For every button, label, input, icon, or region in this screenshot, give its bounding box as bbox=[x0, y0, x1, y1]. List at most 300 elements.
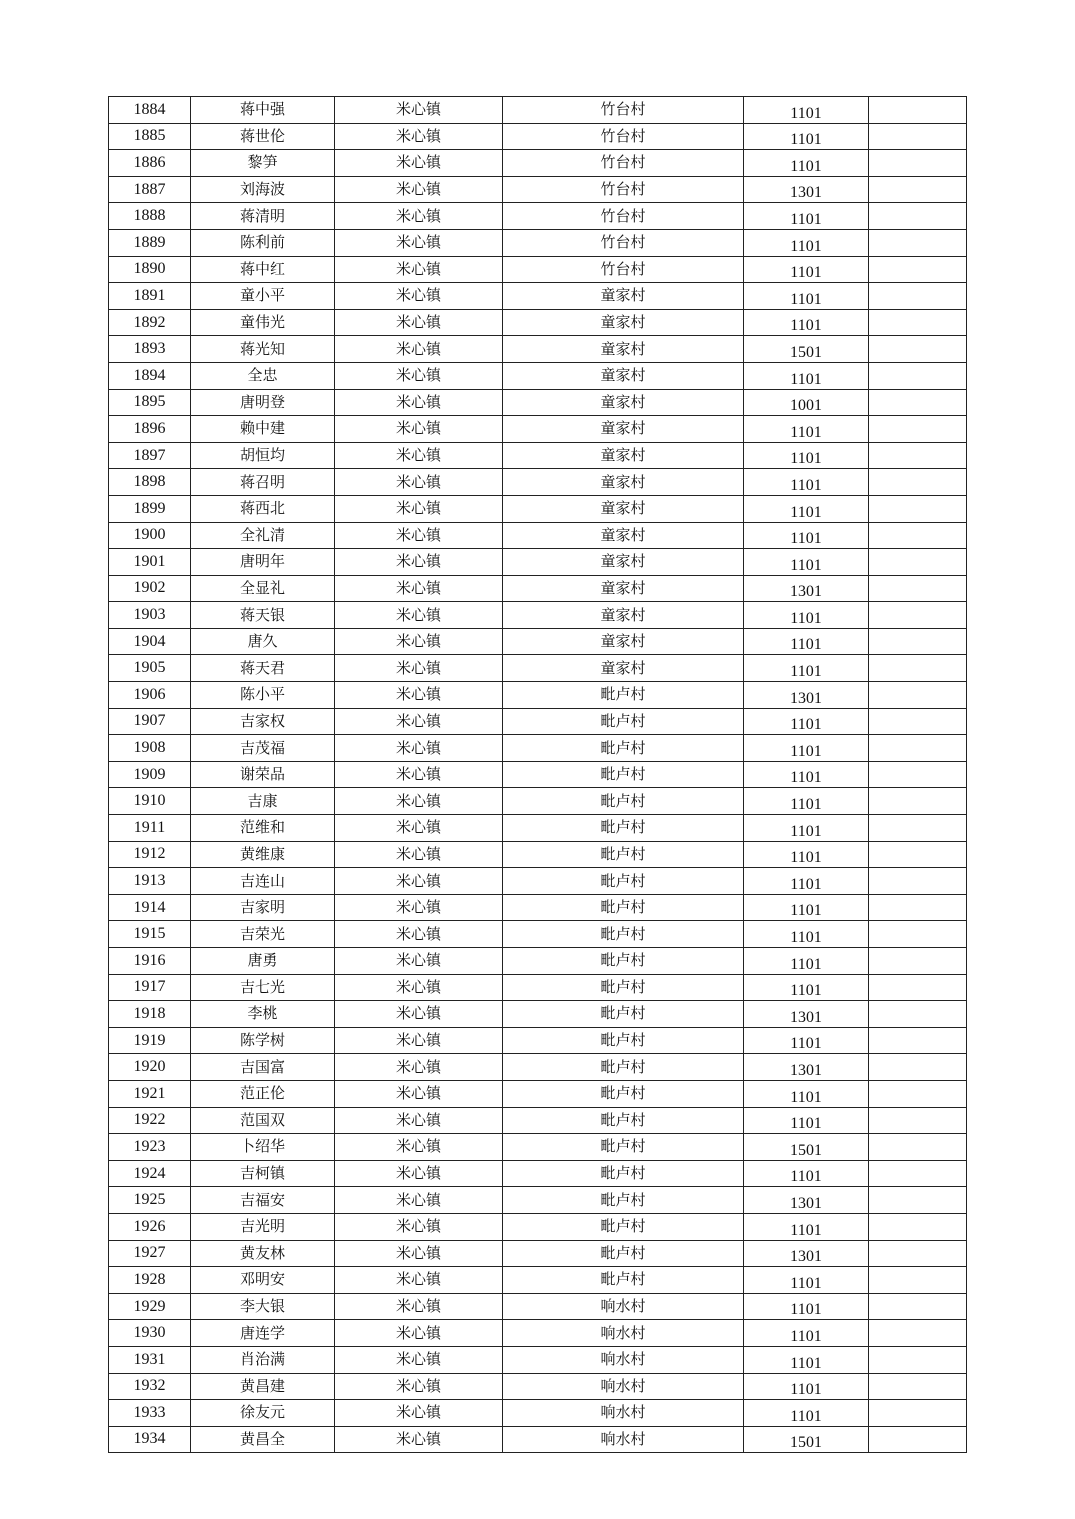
blank-cell bbox=[869, 1134, 967, 1161]
table-row bbox=[109, 1080, 967, 1107]
name-cell: 吉家权 bbox=[191, 708, 335, 735]
code-cell: 1101 bbox=[744, 788, 869, 815]
blank-cell bbox=[869, 761, 967, 788]
row-index-cell: 1884 bbox=[109, 97, 191, 124]
row-index-cell: 1931 bbox=[109, 1346, 191, 1373]
town-cell: 米心镇 bbox=[335, 948, 503, 975]
town-cell: 米心镇 bbox=[335, 761, 503, 788]
table-row bbox=[109, 1160, 967, 1187]
code-cell: 1301 bbox=[744, 1054, 869, 1081]
code-cell: 1101 bbox=[744, 628, 869, 655]
town-cell: 米心镇 bbox=[335, 229, 503, 256]
table-row bbox=[109, 1001, 967, 1028]
table-row bbox=[109, 97, 967, 124]
town-cell: 米心镇 bbox=[335, 1054, 503, 1081]
village-cell: 竹台村 bbox=[503, 256, 744, 283]
town-cell: 米心镇 bbox=[335, 522, 503, 549]
table-row bbox=[109, 868, 967, 895]
table-row bbox=[109, 974, 967, 1001]
code-cell: 1101 bbox=[744, 1213, 869, 1240]
row-index-cell: 1900 bbox=[109, 522, 191, 549]
village-cell: 毗卢村 bbox=[503, 1160, 744, 1187]
blank-cell bbox=[869, 1373, 967, 1400]
blank-cell bbox=[869, 628, 967, 655]
blank-cell bbox=[869, 735, 967, 762]
blank-cell bbox=[869, 1426, 967, 1453]
village-cell: 响水村 bbox=[503, 1400, 744, 1427]
row-index-cell: 1908 bbox=[109, 735, 191, 762]
town-cell: 米心镇 bbox=[335, 203, 503, 230]
table-row bbox=[109, 575, 967, 602]
village-cell: 毗卢村 bbox=[503, 921, 744, 948]
row-index-cell: 1895 bbox=[109, 389, 191, 416]
table-row bbox=[109, 735, 967, 762]
name-cell: 肖治满 bbox=[191, 1346, 335, 1373]
blank-cell bbox=[869, 416, 967, 443]
name-cell: 黄昌建 bbox=[191, 1373, 335, 1400]
name-cell: 全显礼 bbox=[191, 575, 335, 602]
row-index-cell: 1927 bbox=[109, 1240, 191, 1267]
name-cell: 吉福安 bbox=[191, 1187, 335, 1214]
table-body bbox=[109, 97, 967, 1453]
town-cell: 米心镇 bbox=[335, 1346, 503, 1373]
blank-cell bbox=[869, 708, 967, 735]
name-cell: 吉连山 bbox=[191, 868, 335, 895]
name-cell: 胡恒均 bbox=[191, 442, 335, 469]
code-cell: 1501 bbox=[744, 336, 869, 363]
village-cell: 毗卢村 bbox=[503, 1054, 744, 1081]
town-cell: 米心镇 bbox=[335, 1426, 503, 1453]
blank-cell bbox=[869, 1080, 967, 1107]
table-row bbox=[109, 1400, 967, 1427]
table-row bbox=[109, 229, 967, 256]
blank-cell bbox=[869, 150, 967, 177]
blank-cell bbox=[869, 1107, 967, 1134]
table-row bbox=[109, 1426, 967, 1453]
table-row bbox=[109, 682, 967, 709]
name-cell: 刘海波 bbox=[191, 176, 335, 203]
village-cell: 响水村 bbox=[503, 1373, 744, 1400]
blank-cell bbox=[869, 97, 967, 124]
code-cell: 1101 bbox=[744, 948, 869, 975]
table-row bbox=[109, 628, 967, 655]
village-cell: 童家村 bbox=[503, 336, 744, 363]
table-row bbox=[109, 203, 967, 230]
town-cell: 米心镇 bbox=[335, 1267, 503, 1294]
blank-cell bbox=[869, 1293, 967, 1320]
table-row bbox=[109, 1134, 967, 1161]
name-cell: 黄昌全 bbox=[191, 1426, 335, 1453]
town-cell: 米心镇 bbox=[335, 841, 503, 868]
village-cell: 毗卢村 bbox=[503, 894, 744, 921]
blank-cell bbox=[869, 788, 967, 815]
table-row bbox=[109, 1027, 967, 1054]
code-cell: 1101 bbox=[744, 1080, 869, 1107]
row-index-cell: 1925 bbox=[109, 1187, 191, 1214]
name-cell: 唐久 bbox=[191, 628, 335, 655]
name-cell: 吉荣光 bbox=[191, 921, 335, 948]
blank-cell bbox=[869, 1027, 967, 1054]
town-cell: 米心镇 bbox=[335, 389, 503, 416]
village-cell: 童家村 bbox=[503, 575, 744, 602]
table-row bbox=[109, 894, 967, 921]
table-row bbox=[109, 788, 967, 815]
village-cell: 毗卢村 bbox=[503, 1134, 744, 1161]
table-row bbox=[109, 442, 967, 469]
code-cell: 1101 bbox=[744, 362, 869, 389]
town-cell: 米心镇 bbox=[335, 549, 503, 576]
table-row bbox=[109, 841, 967, 868]
table-row bbox=[109, 655, 967, 682]
code-cell: 1101 bbox=[744, 442, 869, 469]
town-cell: 米心镇 bbox=[335, 708, 503, 735]
village-cell: 毗卢村 bbox=[503, 815, 744, 842]
town-cell: 米心镇 bbox=[335, 655, 503, 682]
name-cell: 黎笋 bbox=[191, 150, 335, 177]
name-cell: 谢荣品 bbox=[191, 761, 335, 788]
code-cell: 1101 bbox=[744, 123, 869, 150]
code-cell: 1101 bbox=[744, 469, 869, 496]
town-cell: 米心镇 bbox=[335, 1187, 503, 1214]
name-cell: 全忠 bbox=[191, 362, 335, 389]
table-row bbox=[109, 283, 967, 310]
name-cell: 童伟光 bbox=[191, 309, 335, 336]
town-cell: 米心镇 bbox=[335, 1001, 503, 1028]
table-row bbox=[109, 362, 967, 389]
village-cell: 竹台村 bbox=[503, 150, 744, 177]
town-cell: 米心镇 bbox=[335, 1107, 503, 1134]
row-index-cell: 1894 bbox=[109, 362, 191, 389]
village-cell: 竹台村 bbox=[503, 229, 744, 256]
name-cell: 唐勇 bbox=[191, 948, 335, 975]
blank-cell bbox=[869, 974, 967, 1001]
code-cell: 1001 bbox=[744, 389, 869, 416]
blank-cell bbox=[869, 1267, 967, 1294]
name-cell: 蒋天银 bbox=[191, 602, 335, 629]
town-cell: 米心镇 bbox=[335, 495, 503, 522]
table-row bbox=[109, 1054, 967, 1081]
row-index-cell: 1898 bbox=[109, 469, 191, 496]
row-index-cell: 1890 bbox=[109, 256, 191, 283]
village-cell: 响水村 bbox=[503, 1346, 744, 1373]
name-cell: 范国双 bbox=[191, 1107, 335, 1134]
table-row bbox=[109, 921, 967, 948]
blank-cell bbox=[869, 203, 967, 230]
code-cell: 1101 bbox=[744, 1160, 869, 1187]
name-cell: 陈学树 bbox=[191, 1027, 335, 1054]
name-cell: 陈小平 bbox=[191, 682, 335, 709]
name-cell: 吉国富 bbox=[191, 1054, 335, 1081]
code-cell: 1101 bbox=[744, 1293, 869, 1320]
village-cell: 毗卢村 bbox=[503, 1107, 744, 1134]
code-cell: 1301 bbox=[744, 1187, 869, 1214]
code-cell: 1101 bbox=[744, 761, 869, 788]
name-cell: 吉七光 bbox=[191, 974, 335, 1001]
row-index-cell: 1922 bbox=[109, 1107, 191, 1134]
row-index-cell: 1885 bbox=[109, 123, 191, 150]
village-cell: 竹台村 bbox=[503, 203, 744, 230]
name-cell: 蒋中强 bbox=[191, 97, 335, 124]
row-index-cell: 1896 bbox=[109, 416, 191, 443]
blank-cell bbox=[869, 495, 967, 522]
village-cell: 竹台村 bbox=[503, 97, 744, 124]
row-index-cell: 1887 bbox=[109, 176, 191, 203]
town-cell: 米心镇 bbox=[335, 416, 503, 443]
village-cell: 童家村 bbox=[503, 602, 744, 629]
name-cell: 徐友元 bbox=[191, 1400, 335, 1427]
village-cell: 响水村 bbox=[503, 1320, 744, 1347]
code-cell: 1101 bbox=[744, 256, 869, 283]
table-row bbox=[109, 549, 967, 576]
town-cell: 米心镇 bbox=[335, 575, 503, 602]
row-index-cell: 1923 bbox=[109, 1134, 191, 1161]
village-cell: 童家村 bbox=[503, 309, 744, 336]
blank-cell bbox=[869, 1240, 967, 1267]
town-cell: 米心镇 bbox=[335, 309, 503, 336]
blank-cell bbox=[869, 309, 967, 336]
code-cell: 1501 bbox=[744, 1426, 869, 1453]
blank-cell bbox=[869, 256, 967, 283]
village-cell: 童家村 bbox=[503, 389, 744, 416]
row-index-cell: 1899 bbox=[109, 495, 191, 522]
town-cell: 米心镇 bbox=[335, 788, 503, 815]
town-cell: 米心镇 bbox=[335, 974, 503, 1001]
table-row bbox=[109, 1107, 967, 1134]
code-cell: 1101 bbox=[744, 894, 869, 921]
blank-cell bbox=[869, 469, 967, 496]
town-cell: 米心镇 bbox=[335, 682, 503, 709]
town-cell: 米心镇 bbox=[335, 336, 503, 363]
name-cell: 蒋世伦 bbox=[191, 123, 335, 150]
code-cell: 1301 bbox=[744, 1240, 869, 1267]
blank-cell bbox=[869, 336, 967, 363]
code-cell: 1301 bbox=[744, 575, 869, 602]
name-cell: 范维和 bbox=[191, 815, 335, 842]
town-cell: 米心镇 bbox=[335, 1213, 503, 1240]
code-cell: 1101 bbox=[744, 522, 869, 549]
blank-cell bbox=[869, 389, 967, 416]
name-cell: 吉茂福 bbox=[191, 735, 335, 762]
village-cell: 童家村 bbox=[503, 549, 744, 576]
table-row bbox=[109, 815, 967, 842]
village-cell: 毗卢村 bbox=[503, 788, 744, 815]
name-cell: 唐明登 bbox=[191, 389, 335, 416]
town-cell: 米心镇 bbox=[335, 1160, 503, 1187]
code-cell: 1101 bbox=[744, 1346, 869, 1373]
row-index-cell: 1921 bbox=[109, 1080, 191, 1107]
village-cell: 童家村 bbox=[503, 522, 744, 549]
village-cell: 童家村 bbox=[503, 469, 744, 496]
code-cell: 1101 bbox=[744, 283, 869, 310]
village-cell: 童家村 bbox=[503, 416, 744, 443]
village-cell: 毗卢村 bbox=[503, 1267, 744, 1294]
table-row bbox=[109, 150, 967, 177]
blank-cell bbox=[869, 894, 967, 921]
town-cell: 米心镇 bbox=[335, 97, 503, 124]
table-row bbox=[109, 256, 967, 283]
code-cell: 1101 bbox=[744, 229, 869, 256]
blank-cell bbox=[869, 229, 967, 256]
row-index-cell: 1910 bbox=[109, 788, 191, 815]
blank-cell bbox=[869, 815, 967, 842]
village-cell: 响水村 bbox=[503, 1293, 744, 1320]
name-cell: 蒋中红 bbox=[191, 256, 335, 283]
village-cell: 竹台村 bbox=[503, 176, 744, 203]
village-cell: 毗卢村 bbox=[503, 1027, 744, 1054]
town-cell: 米心镇 bbox=[335, 1320, 503, 1347]
village-cell: 毗卢村 bbox=[503, 735, 744, 762]
table-row bbox=[109, 1293, 967, 1320]
village-cell: 毗卢村 bbox=[503, 974, 744, 1001]
name-cell: 吉家明 bbox=[191, 894, 335, 921]
name-cell: 全礼清 bbox=[191, 522, 335, 549]
row-index-cell: 1901 bbox=[109, 549, 191, 576]
blank-cell bbox=[869, 1187, 967, 1214]
village-cell: 竹台村 bbox=[503, 123, 744, 150]
name-cell: 李大银 bbox=[191, 1293, 335, 1320]
blank-cell bbox=[869, 655, 967, 682]
town-cell: 米心镇 bbox=[335, 176, 503, 203]
name-cell: 蒋西北 bbox=[191, 495, 335, 522]
name-cell: 卜绍华 bbox=[191, 1134, 335, 1161]
row-index-cell: 1892 bbox=[109, 309, 191, 336]
town-cell: 米心镇 bbox=[335, 921, 503, 948]
row-index-cell: 1907 bbox=[109, 708, 191, 735]
blank-cell bbox=[869, 602, 967, 629]
row-index-cell: 1932 bbox=[109, 1373, 191, 1400]
village-cell: 毗卢村 bbox=[503, 1213, 744, 1240]
town-cell: 米心镇 bbox=[335, 469, 503, 496]
town-cell: 米心镇 bbox=[335, 150, 503, 177]
row-index-cell: 1886 bbox=[109, 150, 191, 177]
code-cell: 1101 bbox=[744, 1267, 869, 1294]
village-cell: 毗卢村 bbox=[503, 1240, 744, 1267]
town-cell: 米心镇 bbox=[335, 1134, 503, 1161]
name-cell: 蒋天君 bbox=[191, 655, 335, 682]
row-index-cell: 1920 bbox=[109, 1054, 191, 1081]
blank-cell bbox=[869, 283, 967, 310]
code-cell: 1101 bbox=[744, 974, 869, 1001]
data-table bbox=[108, 96, 967, 1453]
code-cell: 1101 bbox=[744, 1373, 869, 1400]
table-row bbox=[109, 1320, 967, 1347]
town-cell: 米心镇 bbox=[335, 1293, 503, 1320]
row-index-cell: 1911 bbox=[109, 815, 191, 842]
town-cell: 米心镇 bbox=[335, 1080, 503, 1107]
table-row bbox=[109, 1240, 967, 1267]
code-cell: 1101 bbox=[744, 868, 869, 895]
town-cell: 米心镇 bbox=[335, 815, 503, 842]
row-index-cell: 1903 bbox=[109, 602, 191, 629]
blank-cell bbox=[869, 841, 967, 868]
name-cell: 陈利前 bbox=[191, 229, 335, 256]
code-cell: 1301 bbox=[744, 682, 869, 709]
row-index-cell: 1913 bbox=[109, 868, 191, 895]
row-index-cell: 1889 bbox=[109, 229, 191, 256]
table-row bbox=[109, 176, 967, 203]
code-cell: 1101 bbox=[744, 921, 869, 948]
row-index-cell: 1926 bbox=[109, 1213, 191, 1240]
name-cell: 范正伦 bbox=[191, 1080, 335, 1107]
town-cell: 米心镇 bbox=[335, 735, 503, 762]
row-index-cell: 1934 bbox=[109, 1426, 191, 1453]
row-index-cell: 1906 bbox=[109, 682, 191, 709]
village-cell: 响水村 bbox=[503, 1426, 744, 1453]
row-index-cell: 1905 bbox=[109, 655, 191, 682]
row-index-cell: 1897 bbox=[109, 442, 191, 469]
table-row bbox=[109, 1267, 967, 1294]
code-cell: 1101 bbox=[744, 495, 869, 522]
table-row bbox=[109, 389, 967, 416]
name-cell: 吉光明 bbox=[191, 1213, 335, 1240]
row-index-cell: 1909 bbox=[109, 761, 191, 788]
town-cell: 米心镇 bbox=[335, 123, 503, 150]
blank-cell bbox=[869, 1346, 967, 1373]
village-cell: 童家村 bbox=[503, 495, 744, 522]
code-cell: 1101 bbox=[744, 1107, 869, 1134]
table-row bbox=[109, 522, 967, 549]
table-row bbox=[109, 336, 967, 363]
village-cell: 童家村 bbox=[503, 442, 744, 469]
blank-cell bbox=[869, 176, 967, 203]
code-cell: 1101 bbox=[744, 1400, 869, 1427]
town-cell: 米心镇 bbox=[335, 283, 503, 310]
blank-cell bbox=[869, 921, 967, 948]
blank-cell bbox=[869, 948, 967, 975]
table-row bbox=[109, 1346, 967, 1373]
code-cell: 1101 bbox=[744, 203, 869, 230]
code-cell: 1101 bbox=[744, 150, 869, 177]
table-row bbox=[109, 1373, 967, 1400]
table-row bbox=[109, 495, 967, 522]
village-cell: 毗卢村 bbox=[503, 948, 744, 975]
blank-cell bbox=[869, 123, 967, 150]
village-cell: 毗卢村 bbox=[503, 1080, 744, 1107]
blank-cell bbox=[869, 682, 967, 709]
town-cell: 米心镇 bbox=[335, 442, 503, 469]
row-index-cell: 1933 bbox=[109, 1400, 191, 1427]
town-cell: 米心镇 bbox=[335, 894, 503, 921]
blank-cell bbox=[869, 1160, 967, 1187]
name-cell: 邓明安 bbox=[191, 1267, 335, 1294]
row-index-cell: 1930 bbox=[109, 1320, 191, 1347]
name-cell: 唐明年 bbox=[191, 549, 335, 576]
village-cell: 毗卢村 bbox=[503, 868, 744, 895]
town-cell: 米心镇 bbox=[335, 628, 503, 655]
village-cell: 毗卢村 bbox=[503, 682, 744, 709]
blank-cell bbox=[869, 362, 967, 389]
row-index-cell: 1902 bbox=[109, 575, 191, 602]
name-cell: 蒋清明 bbox=[191, 203, 335, 230]
row-index-cell: 1924 bbox=[109, 1160, 191, 1187]
table-row bbox=[109, 1213, 967, 1240]
name-cell: 唐连学 bbox=[191, 1320, 335, 1347]
blank-cell bbox=[869, 549, 967, 576]
blank-cell bbox=[869, 1400, 967, 1427]
name-cell: 蒋光知 bbox=[191, 336, 335, 363]
table-row bbox=[109, 123, 967, 150]
blank-cell bbox=[869, 1054, 967, 1081]
code-cell: 1101 bbox=[744, 841, 869, 868]
town-cell: 米心镇 bbox=[335, 602, 503, 629]
code-cell: 1101 bbox=[744, 416, 869, 443]
village-cell: 童家村 bbox=[503, 283, 744, 310]
town-cell: 米心镇 bbox=[335, 362, 503, 389]
row-index-cell: 1912 bbox=[109, 841, 191, 868]
name-cell: 吉康 bbox=[191, 788, 335, 815]
blank-cell bbox=[869, 1320, 967, 1347]
town-cell: 米心镇 bbox=[335, 1240, 503, 1267]
